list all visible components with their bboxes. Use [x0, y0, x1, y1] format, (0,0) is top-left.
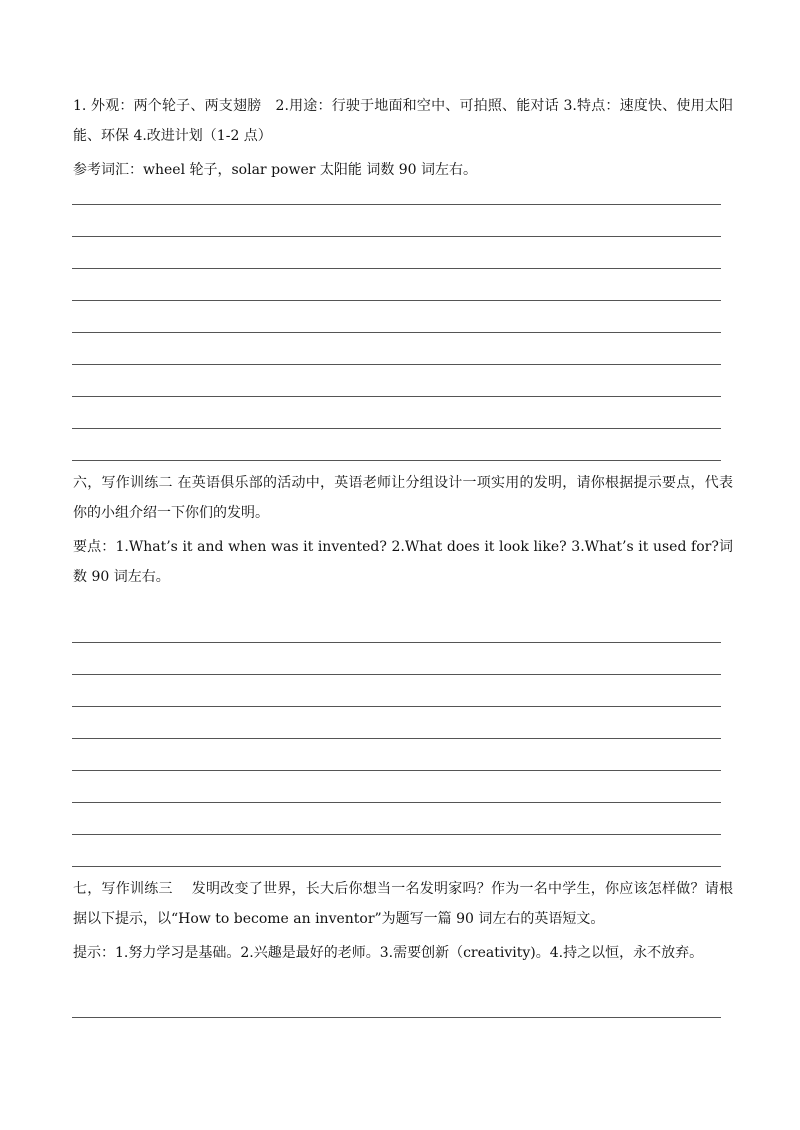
writing-line[interactable]: [72, 674, 721, 675]
writing-line[interactable]: [72, 332, 721, 333]
writing-line[interactable]: [72, 396, 721, 397]
writing-line[interactable]: [72, 642, 721, 643]
writing-line[interactable]: [72, 428, 721, 429]
writing-line[interactable]: [72, 866, 721, 867]
writing-line[interactable]: [72, 770, 721, 771]
section6-prompt: 六，写作训练二 在英语俱乐部的活动中，英语老师让分组设计一项实用的发明，请你根据提示要点，代表你的小组介绍一下你们的发明。: [73, 475, 733, 521]
section7-hints: 提示：1.努力学习是基础。2.兴趣是最好的老师。3.需要创新（creativity)。4.持之以恒，永不放弃。: [73, 945, 704, 961]
section7-prompt: 七，写作训练三 发明改变了世界，长大后你想当一名发明家吗？作为一名中学生，你应该怎样做？请根据以下提示，以“How to become an inventor”为题写一篇 90 词左右的英语短文。: [73, 881, 733, 927]
writing-line[interactable]: [72, 1017, 721, 1018]
writing-line[interactable]: [72, 236, 721, 237]
writing-line[interactable]: [72, 204, 721, 205]
writing-line[interactable]: [72, 834, 721, 835]
writing-line[interactable]: [72, 364, 721, 365]
section5-outline: 1. 外观：两个轮子、两支翅膀 2.用途：行驶于地面和空中、可拍照、能对话 3.特点：速度快、使用太阳能、环保 4.改进计划（1-2 点）: [73, 98, 733, 144]
writing-line[interactable]: [72, 706, 721, 707]
writing-line[interactable]: [72, 802, 721, 803]
section6-key-points: 要点：1.What’s it and when was it invented? 2.What does it look like? 3.What’s it used for?词数 90 词左右。: [73, 539, 733, 585]
writing-line[interactable]: [72, 300, 721, 301]
writing-line[interactable]: [72, 738, 721, 739]
writing-line[interactable]: [72, 268, 721, 269]
section5-vocabulary: 参考词汇：wheel 轮子，solar power 太阳能 词数 90 词左右。: [73, 162, 478, 178]
writing-line[interactable]: [72, 460, 721, 461]
